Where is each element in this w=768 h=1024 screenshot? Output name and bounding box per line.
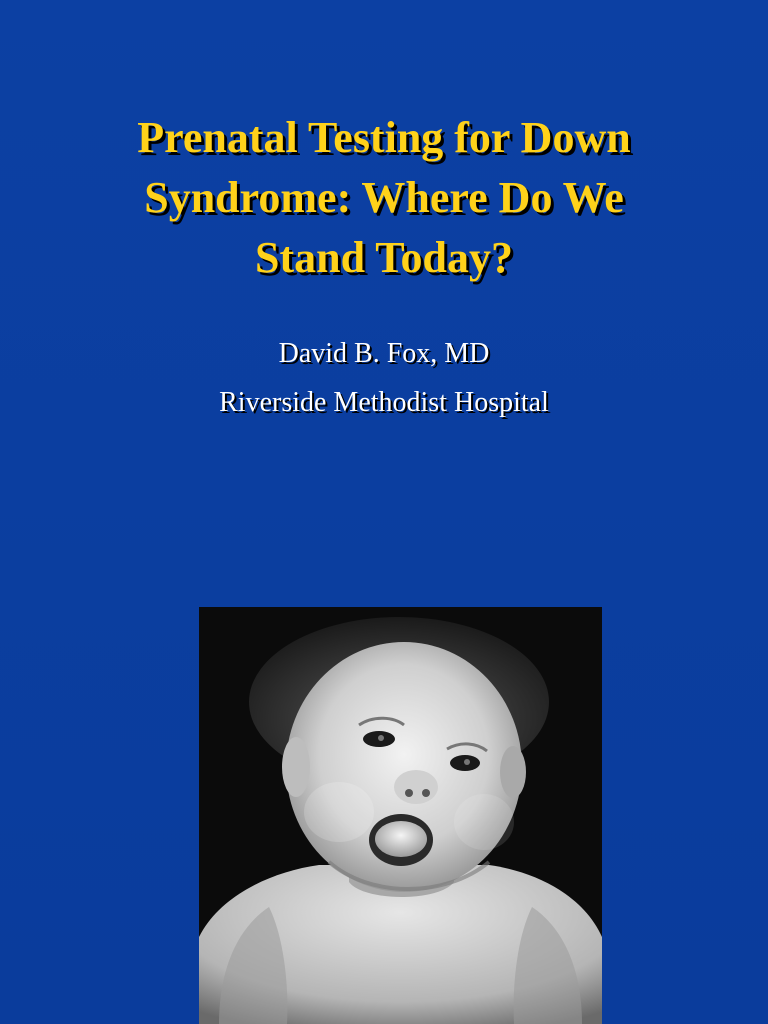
infant-photo-illustration bbox=[199, 607, 602, 1024]
slide-title-line-2: Syndrome: Where Do We bbox=[144, 173, 624, 222]
slide-title-line-3: Stand Today? bbox=[254, 233, 514, 282]
infant-photo bbox=[199, 607, 602, 1024]
author-name: David B. Fox, MD bbox=[278, 338, 490, 369]
author-affiliation: Riverside Methodist Hospital bbox=[219, 387, 549, 418]
slide-title bbox=[60, 108, 708, 288]
slide-title-line-1: Prenatal Testing for Down bbox=[137, 113, 631, 162]
